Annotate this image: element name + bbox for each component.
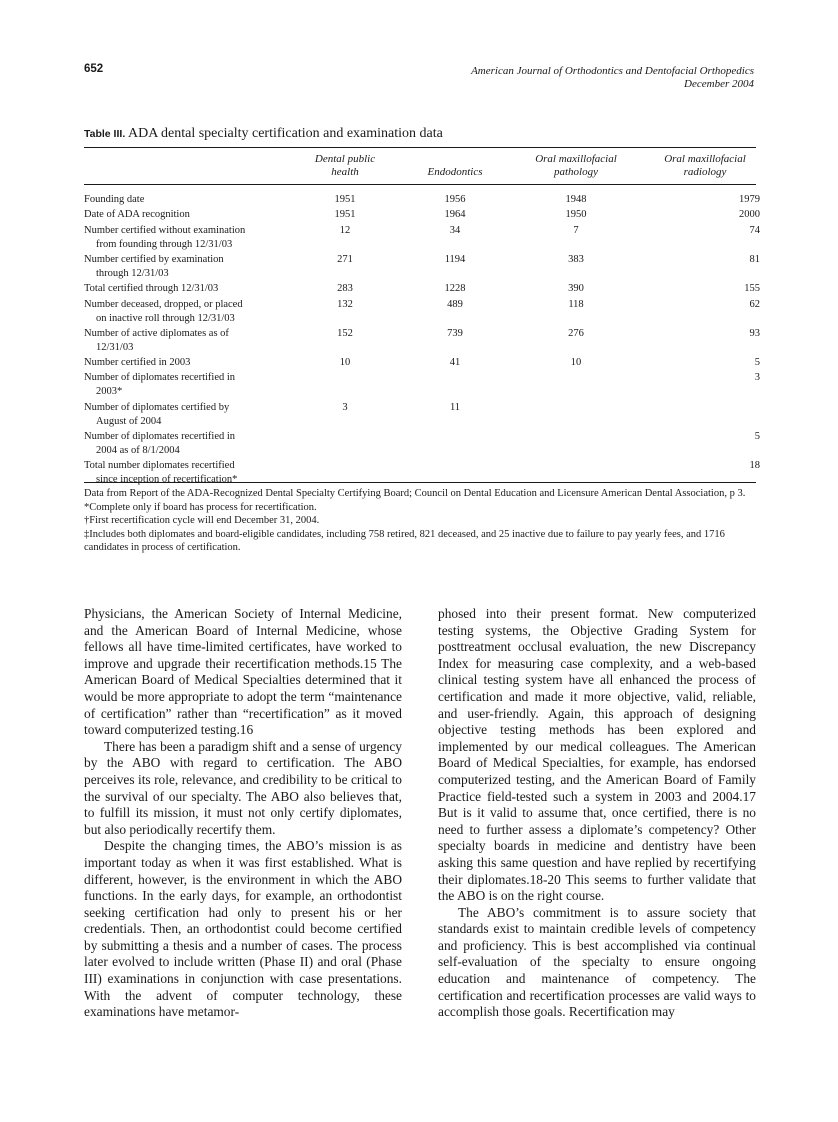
table-cell: 155 — [744, 283, 760, 295]
table-source-note: Data from Report of the ADA-Recognized Dental Specialty Certifying Board; Council on Dental Education and Licensure American Dental Association, p 3. — [84, 488, 746, 499]
table-cell: 7 — [573, 224, 579, 236]
table-cell: 93 — [749, 327, 760, 339]
table-cell: 1194 — [444, 253, 466, 265]
table-row-label: Number of active diplomates as of 12/31/03 — [84, 327, 229, 353]
table-cell: 41 — [449, 357, 461, 369]
table-row-label: Date of ADA recognition — [84, 209, 190, 221]
table-cell: 489 — [447, 298, 463, 310]
table-cell: 5 — [754, 357, 760, 369]
table-cell: 283 — [337, 283, 353, 295]
page-number: 652 — [84, 63, 104, 75]
table-cell: 81 — [749, 253, 760, 265]
table-row-label: Total certified through 12/31/03 — [84, 283, 219, 295]
table-cell: 152 — [337, 327, 353, 339]
table-cell: 1951 — [334, 209, 356, 221]
table-cell: 1228 — [444, 283, 466, 295]
table-row-label: Total number diplomates recertified since inception of recertification* — [84, 460, 238, 486]
table-row-label: Number certified without examination from founding through 12/31/03 — [84, 224, 246, 250]
paragraph: phosed into their present format. New computerized testing systems, the Objective Grading System for posttreatment occlusal evaluation, the new Discrepancy Index for measuring case complexity, and a web-based clinical testing system have all enhanced the process of certification and made it more objective, valid, reliable, and user-friendly. Again, this approach of designing objective testing methods has been explored and implemented by our medical colleagues. The American Board of Medical Specialties, for example, has endorsed computerized testing, and the American Board of Family Practice field-tested such a system in 2003 and 2004.17 But is it valid to assume that, once certified, there is no need to further assess a diplomate’s competency? Other specialty boards in medicine and dentistry have been asking this same question and have replied by recertifying their diplomates.18-20 This seems to further validate that the ABO is on the right course. — [438, 606, 756, 904]
footnote-asterisk: *Complete only if board has process for recertification. — [84, 501, 317, 513]
table-row-label: Number of diplomates recertified in 2004 as of 8/1/2004 — [84, 431, 236, 456]
table-row-label: Number deceased, dropped, or placed on inactive roll through 12/31/03 — [84, 298, 243, 324]
table-cell: 276 — [568, 327, 584, 339]
table-cell: 74 — [749, 224, 760, 236]
table-cell: 5 — [754, 431, 760, 442]
table-notes — [84, 487, 756, 555]
paragraph: Physicians, the American Society of Internal Medicine, and the American Board of Internal Medicine, whose fellows all have time-limited certificates, have worked to improve and upgrade their recertification methods.15 The American Board of Medical Specialties determined that it would be more appropriate to adopt the term “maintenance of certification” rather than “recertification” as it moved toward computerized testing.16 — [84, 606, 402, 738]
table-title: ADA dental specialty certification and examination data — [127, 126, 443, 141]
issue-date: December 2004 — [684, 78, 754, 90]
table-cell: 10 — [570, 357, 582, 369]
table-cell: 10 — [339, 357, 351, 369]
table-row-label: Number of diplomates recertified in 2003* — [84, 372, 236, 398]
table-cell: 34 — [449, 224, 461, 236]
table-cell: 11 — [449, 401, 461, 413]
paragraph: The ABO’s commitment is to assure society that standards exist to maintain credible levels of competency and proficiency. This is best accomplished via continual self-evaluation of the specialty to ensure ongoing education and maintenance of competency. The certification and recertification processes are valid ways to accomplish those goals. Recertification may — [438, 904, 756, 1020]
table-cell: 62 — [749, 298, 760, 310]
table-cell: 739 — [447, 327, 463, 339]
table-header-rule — [84, 184, 756, 185]
table-cell: 1956 — [444, 194, 466, 205]
table-cell: 3 — [754, 372, 760, 384]
table-row-label: Number certified by examination through 12/31/03 — [84, 253, 224, 279]
table-cell: 1951 — [334, 194, 356, 205]
table-cell: 1950 — [565, 209, 587, 221]
running-header — [471, 65, 754, 91]
table-cell: 1979 — [739, 194, 760, 205]
footnote-double-dagger: ‡Includes both diplomates and board-eligible candidates, including 758 retired, 821 deceased, and 25 inactive due to failure to pay yearly fees, and 1716 candidates in process of certification. — [84, 528, 725, 553]
body-column-left — [84, 606, 402, 1021]
col-header-dental-public-health: Dental public health — [314, 153, 376, 178]
paragraph: There has been a paradigm shift and a sense of urgency by the ABO with regard to certification. The ABO perceives its role, relevance, and credibility to be critical to the survival of our specialty. The ABO also believes that, to fulfill its mission, it must not only certify diplomates, but also periodically recertify them. — [84, 738, 402, 837]
footnote-dagger: †First recertification cycle will end December 31, 2004. — [84, 515, 320, 526]
table-cell: 383 — [568, 253, 584, 265]
table-cell: 132 — [337, 298, 353, 310]
body-column-right — [438, 606, 756, 1021]
table-cell: 3 — [342, 401, 348, 413]
col-header-endodontics: Endodontics — [427, 166, 483, 178]
table-top-rule — [84, 147, 756, 148]
table-cell: 1948 — [565, 194, 587, 205]
table-cell: 1964 — [444, 209, 466, 221]
col-header-oral-maxillofacial-pathology: Oral maxillofacial pathology — [535, 153, 617, 178]
table-caption — [84, 126, 443, 142]
table-bottom-rule — [84, 482, 756, 483]
table-label: Table III. — [84, 128, 126, 140]
table-cell: 2000 — [739, 209, 760, 221]
table-row-label: Number of diplomates certified by August of 2004 — [84, 401, 230, 427]
table-cell: 390 — [568, 283, 584, 295]
journal-title: American Journal of Orthodontics and Dentofacial Orthopedics — [471, 65, 754, 77]
table-cell: 18 — [749, 460, 760, 472]
col-header-oral-maxillofacial-radiology: Oral maxillofacial radiology — [664, 153, 746, 178]
table-row-label: Number certified in 2003 — [84, 357, 191, 369]
table-row-label: Founding date — [84, 194, 145, 205]
table-cell: 12 — [339, 224, 351, 236]
table-cell: 271 — [337, 253, 353, 265]
table-cell: 118 — [568, 298, 584, 310]
paragraph: Despite the changing times, the ABO’s mission is as important today as when it was first established. What is different, however, is the environment in which the ABO functions. In the early days, for example, an orthodontist seeking certification had only to present his or her credentials. Then, an orthodontist could become certified by submitting a thesis and a number of cases. The process later evolved to include written (Phase II) and oral (Phase III) examinations in conjunction with case presentations. With the advent of computer technology, these examinations have metamor- — [84, 838, 402, 1020]
